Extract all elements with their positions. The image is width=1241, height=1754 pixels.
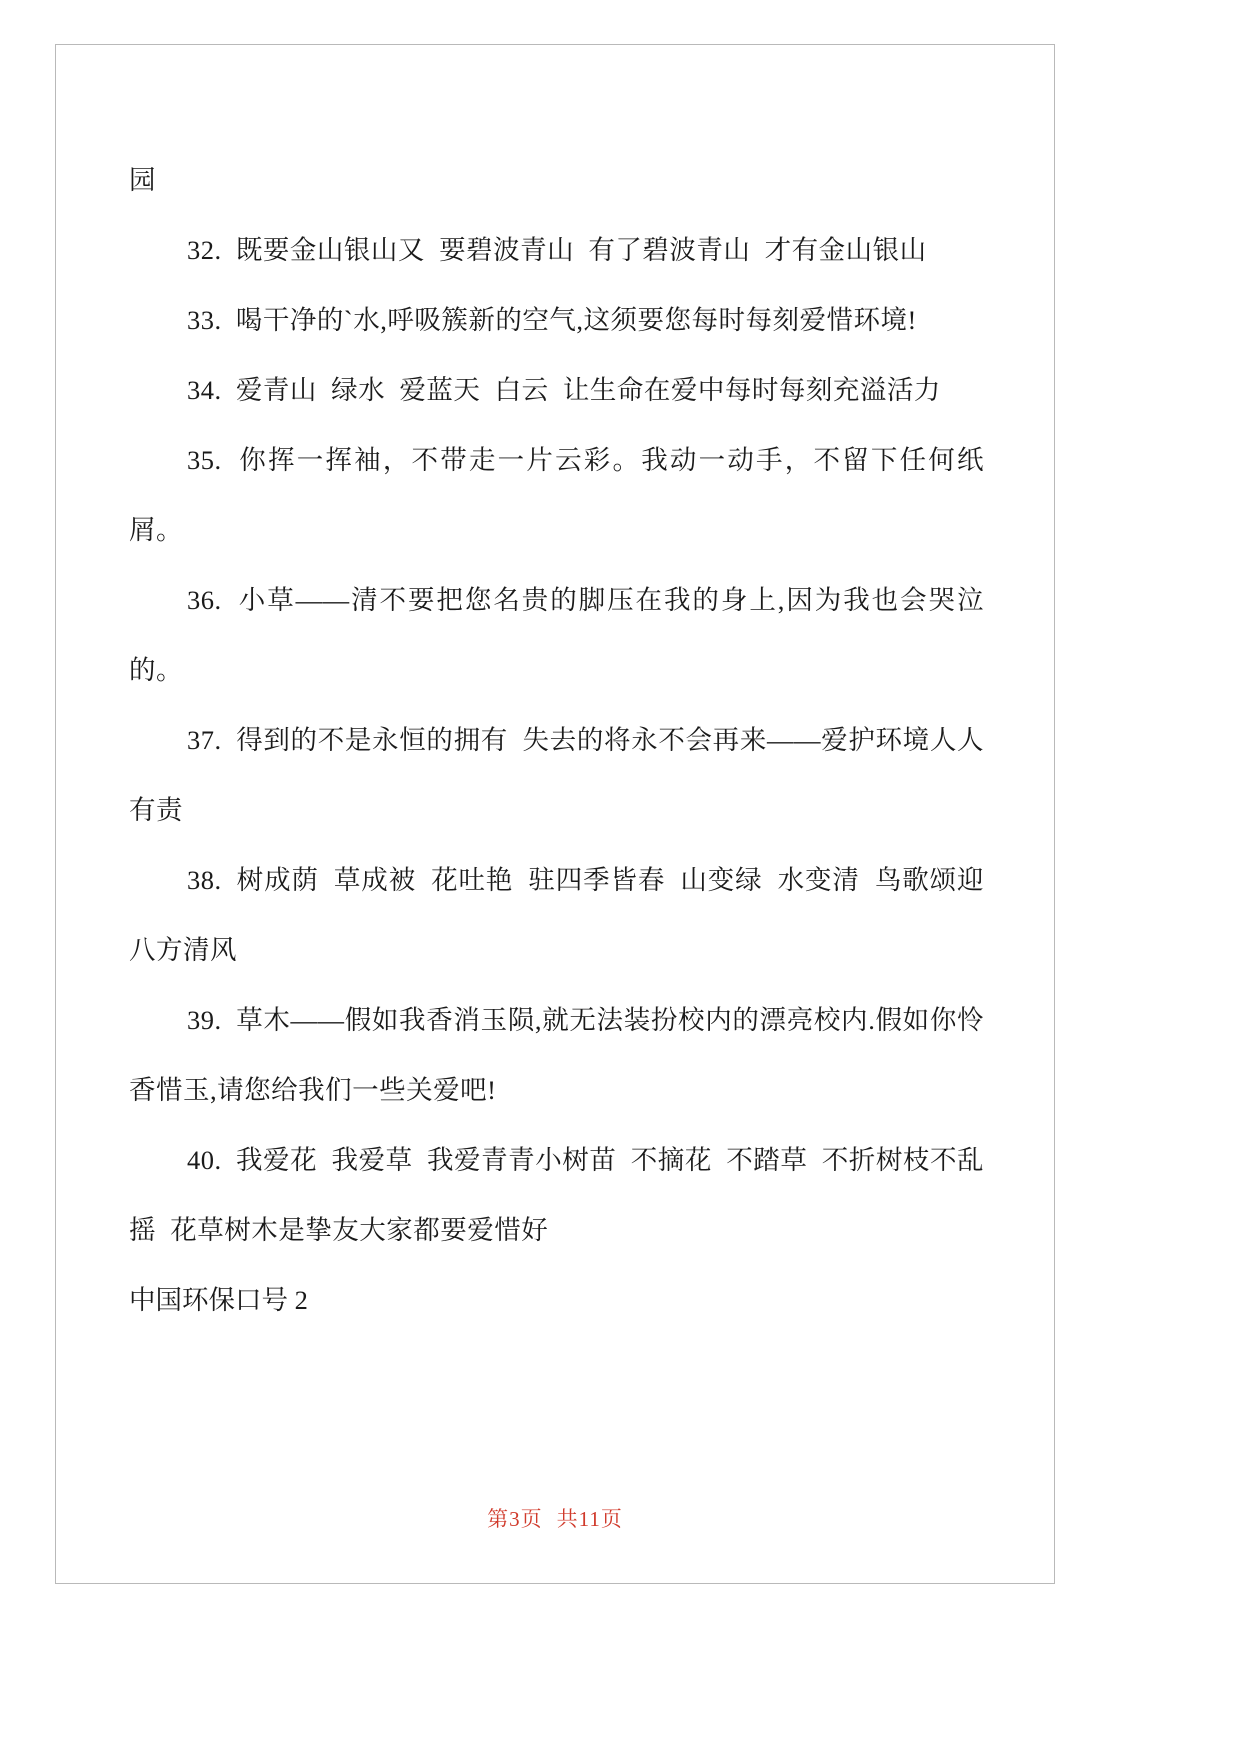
list-item <box>129 845 984 985</box>
list-item-spacer <box>222 235 236 265</box>
list-item-number: 32. <box>187 235 222 265</box>
footer-total-label: 共 <box>556 1507 579 1531</box>
list-item <box>129 705 984 845</box>
list-item <box>129 355 984 425</box>
continued-line: 园 <box>129 165 156 195</box>
list-item-number: 36. <box>187 585 222 615</box>
list-item-number: 39. <box>187 1005 222 1035</box>
list-item-text: 既要金山银山又 要碧波青山 有了碧波青山 才有金山银山 <box>235 235 927 265</box>
page-footer <box>56 1503 1054 1533</box>
list-item-spacer <box>222 725 237 755</box>
list-item-spacer <box>222 375 236 405</box>
list-item-text: 草木——假如我香消玉陨,就无法装扮校内的漂亮校内.假如你怜香惜玉,请您给我们一些关爱吧! <box>129 1005 985 1105</box>
list-item-spacer <box>222 1005 237 1035</box>
list-item-spacer <box>222 865 237 895</box>
list-item-number: 37. <box>187 725 222 755</box>
list-item <box>129 215 984 285</box>
footer-page-number: 3 <box>509 1507 521 1531</box>
list-item-number: 34. <box>187 375 222 405</box>
list-item-spacer <box>222 445 240 475</box>
list-item <box>129 425 984 565</box>
list-item-text: 喝干净的`水,呼吸簇新的空气,这须要您每时每刻爱惜环境! <box>235 305 917 335</box>
list-item-number: 33. <box>187 305 222 335</box>
list-item-number: 38. <box>187 865 222 895</box>
list-item-text: 小草——清不要把您名贵的脚压在我的身上,因为我也会哭泣的。 <box>129 585 985 685</box>
footer-total-unit: 页 <box>600 1507 623 1531</box>
list-item-spacer <box>222 305 236 335</box>
list-item-text: 我爱花 我爱草 我爱青青小树苗 不摘花 不踏草 不折树枝不乱摇 花草树木是挚友大家都要爱惜好 <box>129 1145 985 1245</box>
list-item <box>129 1125 984 1265</box>
list-item-spacer <box>222 585 239 615</box>
footer-page-label: 第 <box>487 1507 510 1531</box>
list-item <box>129 565 984 705</box>
document-page <box>55 44 1055 1584</box>
footer-total-number: 11 <box>578 1507 601 1531</box>
list-item-text: 树成荫 草成被 花吐艳 驻四季皆春 山变绿 水变清 鸟歌颂迎八方清风 <box>129 865 985 965</box>
list-item-text: 爱青山 绿水 爱蓝天 白云 让生命在爱中每时每刻充溢活力 <box>235 375 941 405</box>
list-item <box>129 985 984 1125</box>
list-item <box>129 285 984 355</box>
list-item-number: 40. <box>187 1145 222 1175</box>
list-item-spacer <box>222 1145 236 1175</box>
document-body <box>129 145 984 1335</box>
list-item-text: 得到的不是永恒的拥有 失去的将永不会再来——爱护环境人人有责 <box>129 725 985 825</box>
list-item-text: 你挥一挥袖，不带走一片云彩。我动一动手，不留下任何纸屑。 <box>129 445 985 545</box>
section-title: 中国环保口号 2 <box>129 1285 308 1315</box>
list-item-number: 35. <box>187 445 222 475</box>
footer-page-unit: 页 <box>520 1507 543 1531</box>
